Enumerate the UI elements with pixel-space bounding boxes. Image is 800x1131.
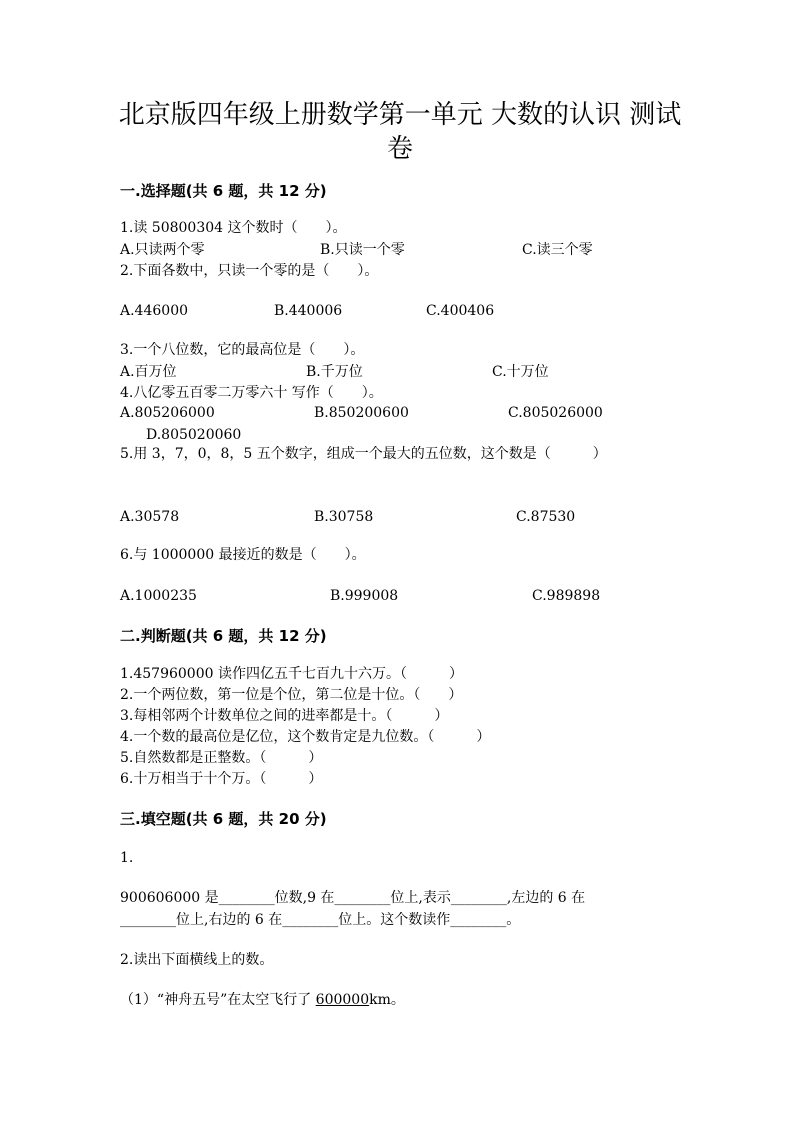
fill-question-2-sub-1 [120, 990, 405, 1010]
question-4-option-a: A.805206000 [120, 405, 215, 421]
question-4-option-c: C.805026000 [508, 405, 603, 421]
fill-question-1-label: 1. [120, 850, 134, 866]
question-1-option-c: C.读三个零 [522, 242, 593, 258]
question-3-stem: 3.一个八位数，它的最高位是（ ）。 [120, 342, 365, 358]
question-2-option-b: B.440006 [274, 303, 343, 319]
question-5-option-b: B.30758 [314, 509, 374, 525]
question-5-option-c: C.87530 [516, 509, 576, 525]
question-6-stem: 6.与 1000000 最接近的数是（ ）。 [120, 547, 366, 563]
question-6-option-c: C.989898 [532, 588, 601, 604]
question-4-option-d: D.805020060 [146, 427, 242, 443]
question-6-option-b: B.999008 [330, 588, 399, 604]
question-1-option-b: B.只读一个零 [320, 242, 405, 258]
question-1-stem: 1.读 50800304 这个数时（ ）。 [120, 220, 347, 236]
section-heading-judgement: 二.判断题(共 6 题，共 12 分) [120, 627, 327, 645]
question-3-option-b: B.千万位 [306, 364, 363, 380]
sub-1-prefix: （1）“神舟五号”在太空飞行了 [120, 992, 316, 1008]
judgement-item-3: 3.每相邻两个计数单位之间的进率都是十。（ ） [120, 708, 449, 724]
sub-1-suffix: km。 [369, 992, 405, 1008]
judgement-item-6: 6.十万相当于十个万。（ ） [120, 771, 323, 787]
question-3-option-a: A.百万位 [120, 364, 177, 380]
question-2-stem: 2.下面各数中，只读一个零的是（ ）。 [120, 263, 379, 279]
question-5-option-a: A.30578 [120, 509, 180, 525]
question-4-option-b: B.850200600 [314, 405, 409, 421]
title-line-2: 卷 [386, 134, 413, 164]
title-line-1: 北京版四年级上册数学第一单元 大数的认识 测试 [118, 100, 682, 130]
section-heading-fill-in: 三.填空题(共 6 题，共 20 分) [120, 810, 327, 828]
fill-question-1-line-1: 900606000 是________位数,9 在________位上,表示________,左边的 6 在 [120, 890, 586, 906]
question-4-stem: 4.八亿零五百零二万零六十 写作（ ）。 [120, 385, 383, 401]
question-2-option-c: C.400406 [426, 303, 495, 319]
question-3-option-c: C.十万位 [492, 364, 549, 380]
section-heading-choice: 一.选择题(共 6 题，共 12 分) [120, 182, 327, 200]
judgement-item-4: 4.一个数的最高位是亿位，这个数肯定是九位数。（ ） [120, 729, 491, 745]
judgement-item-2: 2.一个两位数，第一位是个位，第二位是十位。（ ） [120, 687, 463, 703]
question-1-option-a: A.只读两个零 [120, 242, 205, 258]
question-5-stem: 5.用 3，7，0，8，5 五个数字，组成一个最大的五位数，这个数是（ ） [120, 446, 607, 462]
question-6-option-a: A.1000235 [120, 588, 197, 604]
question-2-option-a: A.446000 [120, 303, 189, 319]
page-title [0, 98, 800, 166]
fill-question-1-line-2: ________位上,右边的 6 在________位上。这个数读作________。 [120, 912, 521, 928]
fill-question-2-stem: 2.读出下面横线上的数。 [120, 952, 274, 968]
judgement-item-1: 1.457960000 读作四亿五千七百九十六万。（ ） [120, 666, 463, 682]
underlined-number: 600000 [315, 992, 370, 1008]
judgement-item-5: 5.自然数都是正整数。（ ） [120, 750, 323, 766]
